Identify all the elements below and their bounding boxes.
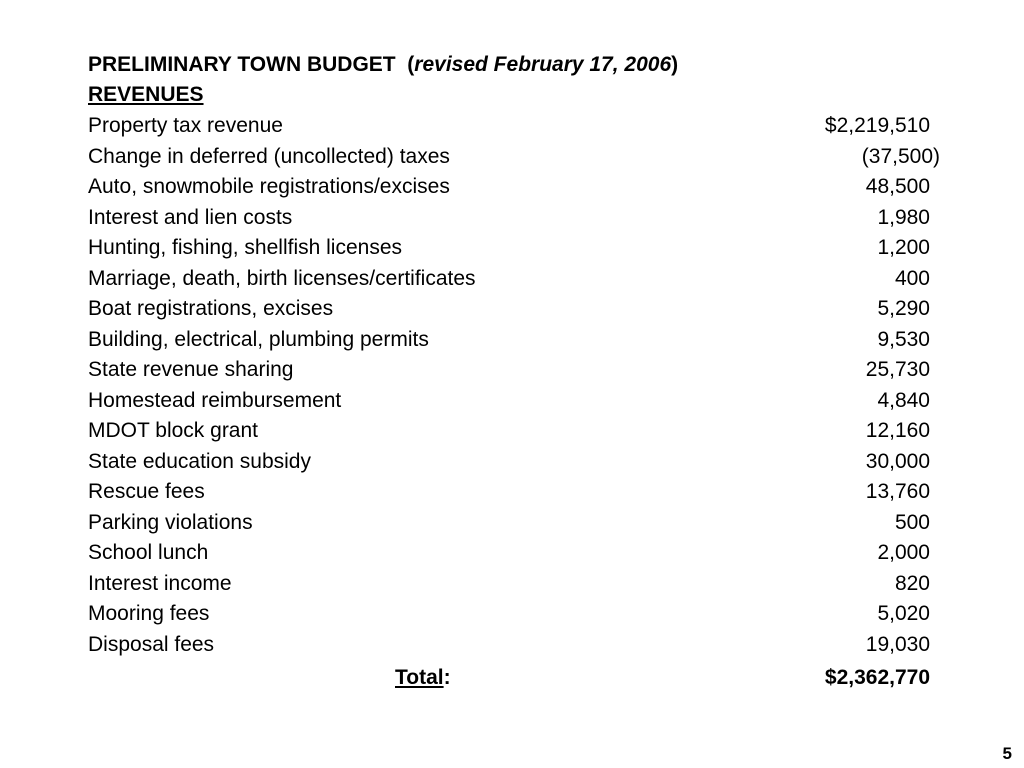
revenue-label: Mooring fees [88,602,210,625]
revenue-amount: 9,530 [877,327,930,351]
revenue-row [88,142,958,173]
total-row [0,662,1024,694]
revenue-row [88,538,958,569]
revenue-amount: 400 [894,266,930,290]
revenue-label: Disposal fees [88,632,215,656]
revenue-label: School lunch [88,541,209,564]
revenue-amount: 2,000 [877,541,930,564]
revenue-amount: 19,030 [865,632,930,656]
revenue-amount: 48,500 [865,175,930,198]
revenue-amount: 12,160 [865,419,930,442]
revenue-amount: $2,219,510 [824,114,930,137]
revenue-amount: 1,200 [877,236,930,259]
revenue-amount: (37,500) [861,144,940,168]
revenue-label: Homestead reimbursement [88,388,342,412]
revenue-amount: 5,020 [877,602,930,625]
revenue-amount: 25,730 [865,358,930,381]
revenue-label: Building, electrical, plumbing permits [88,327,429,351]
revenue-row [88,386,958,417]
revenue-label: Change in deferred (uncollected) taxes [88,144,450,168]
revenue-row [88,447,958,478]
revenue-row [88,203,958,234]
revenue-label: Property tax revenue [88,114,283,137]
revenue-row [88,294,958,325]
revenue-label: Parking violations [88,510,253,534]
revenue-label: Boat registrations, excises [88,297,334,320]
page-title [88,50,678,80]
page-number: 5 [1002,744,1012,763]
revenue-row [88,630,958,661]
revenue-row [88,111,958,142]
revenue-label: Marriage, death, birth licenses/certificates [88,266,476,290]
revenue-label: Interest and lien costs [88,205,293,229]
revenue-amount: 1,980 [877,205,930,229]
section-heading-revenues: REVENUES [88,83,204,106]
revenue-label: State education subsidy [88,449,311,473]
revenue-row [88,599,958,630]
total-label [395,662,451,694]
revenue-amount: 13,760 [865,480,930,503]
revenue-label: Interest income [88,571,232,595]
total-colon: : [443,666,451,689]
revenue-list [88,111,958,660]
title-open-paren: ( [407,53,415,76]
revenue-row [88,325,958,356]
revenue-row [88,508,958,539]
revenue-row [88,569,958,600]
title-text: PRELIMINARY TOWN BUDGET [88,53,396,76]
revenue-row [88,233,958,264]
revision-date: revised February 17, 2006 [414,53,672,76]
revenue-amount: 500 [894,510,930,534]
total-amount: $2,362,770 [824,666,930,689]
revenue-row [88,172,958,203]
revenue-label: Rescue fees [88,480,205,503]
revenue-amount: 820 [894,571,930,595]
revenue-amount: 4,840 [877,388,930,412]
revenue-row [88,477,958,508]
revenue-label: Auto, snowmobile registrations/excises [88,175,450,198]
revenue-amount: 30,000 [865,449,930,473]
revenue-label: MDOT block grant [88,419,258,442]
revenue-label: Hunting, fishing, shellfish licenses [88,236,402,259]
revenue-row [88,264,958,295]
revenue-label: State revenue sharing [88,358,294,381]
revenue-row [88,355,958,386]
total-label-text: Total [395,666,444,689]
title-close-paren: ) [671,53,679,76]
revenue-row [88,416,958,447]
revenue-amount: 5,290 [877,297,930,320]
